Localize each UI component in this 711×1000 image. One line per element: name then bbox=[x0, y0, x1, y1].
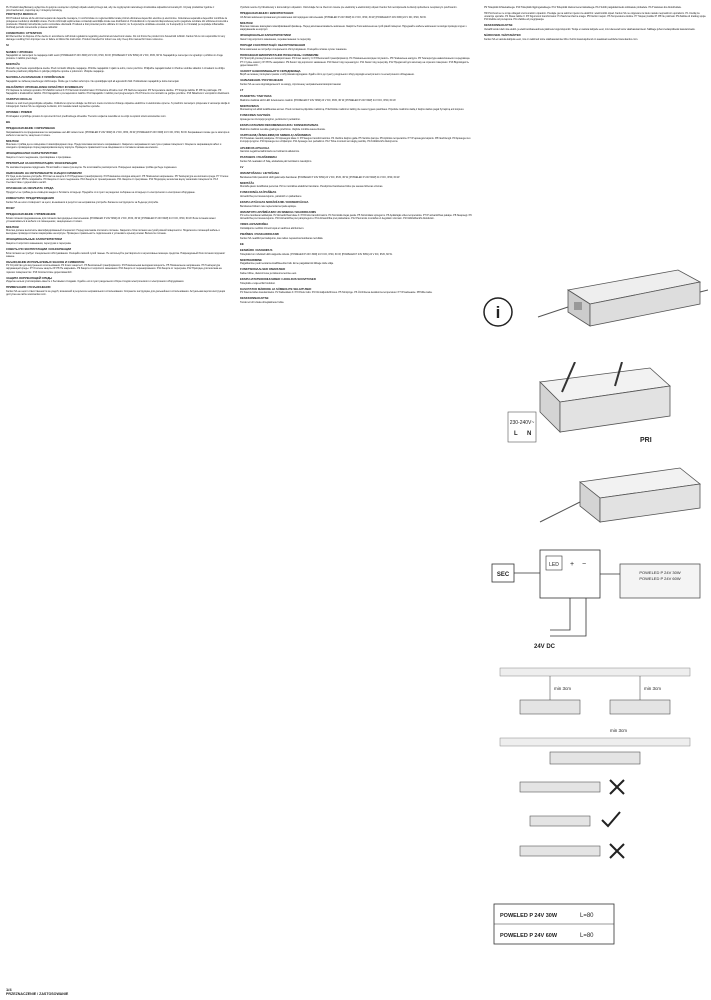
section-heading: СОВЕТЫ ПО ЭКСПЛУАТАЦИИ / КОНСЕРВАЦИИ bbox=[6, 247, 72, 252]
terminal-detail bbox=[508, 412, 536, 442]
section-text: Napajalniki so namenjeni za napajanje LED svetil. [POWELED P 24V 30W] 24 V DC, IP20, 30 W; [POWELED P 24V 60W] 24 V DC, IP20, 60 W. Napajalnik je namenjen za vgradnjo v pohištvo in druge prostore z zaščito pred vlago. bbox=[6, 54, 223, 61]
section-heading: VARTOJAMŲ ŽENKLINIMŲ IR SIMBOLIŲ AIŠKINIMAS bbox=[240, 132, 311, 137]
section bbox=[240, 12, 472, 19]
section bbox=[240, 79, 472, 86]
section bbox=[240, 278, 472, 285]
section bbox=[240, 201, 472, 208]
section-heading: MONTĀŽA bbox=[240, 180, 255, 185]
section-text: P1 Ierīce lietošanai iekštelpās. P2 Aizsardzības klase II. P3 Drošs transformators. P4 Nominālā izejas jauda. P5 Nominālais spriegums. P6 Apkārtējās vides temperatūra. P7 IP aizsardzības pakāpe. P8 Neapsegt. P9 Aizsardzība pret īssavienojumu. P10 Aizsardzība pret pārspriegumu. P11 Aizsardzība pret pārkaršanu. P12 Piemērots montāžai uz degošām virsmām. P13 Atbilstība ES direktīvām. bbox=[240, 214, 472, 221]
terminal-l-label: L bbox=[514, 431, 518, 437]
section bbox=[6, 152, 230, 159]
footer-title: PRZEZNACZENIE / ZASTOSOWANIE bbox=[6, 992, 69, 996]
svg-text:i: i bbox=[495, 303, 501, 322]
wiring-diagram bbox=[490, 544, 705, 654]
section bbox=[6, 172, 230, 185]
section bbox=[240, 54, 472, 67]
min-clearance-c: min 3cm bbox=[610, 728, 628, 733]
section-heading: ЗАХИСТ НАВКОЛИШНЬОГО СЕРЕДОВИЩА bbox=[240, 68, 301, 73]
min-clearance-b: min 3cm bbox=[644, 686, 662, 691]
section-text: Aizsardzība pret īssavienojumu, pārslodzi un pārkaršanu. bbox=[240, 194, 302, 198]
section-text: Защита от короткого замыкания, перегрузки и перегрева. bbox=[6, 242, 72, 246]
section bbox=[484, 34, 706, 41]
section-heading: EKSPLUATATSIOONIJUHISED / HOOLDUS SOOVITUSED bbox=[240, 276, 316, 281]
section-text: Maitinimo šaltiniai skirti LED šviestuvams maitinti. [POWELED P 24V 30W] 24 V DC, IP20, 30 W; [POWELED P 24V 60W] 24 V DC, IP20, 60 W. bbox=[240, 98, 396, 102]
mounting-orientation-figure bbox=[490, 776, 705, 876]
section-heading: VIDES AIZSARDZĪBA bbox=[240, 222, 269, 227]
section-heading: ПРЕДНАЗНАЧЕНИЕ / ИЗПОЛЗВАНЕ bbox=[6, 125, 56, 130]
section bbox=[6, 44, 230, 47]
plus-label: + bbox=[570, 561, 575, 568]
section bbox=[6, 121, 230, 124]
terminal-n-label: N bbox=[527, 431, 532, 437]
section-heading: ЗАЩИТА ОКРУЖАЮЩЕЙ СРЕДЫ bbox=[6, 275, 53, 280]
section-text: Kanlux SA не несёт ответственности за ущерб, возникший в результате неправильного использования. Сохраните инструкцию для дальнейшего использования. Актуальная версия инструкции доступна на сайте www.kanlux.com. bbox=[6, 289, 226, 296]
section-text: Vanaõli toode tuleb viia elektri- ja elektroonikaseadmete jäätmete kogumispunkti. Tootja ei vastuta kahjude eest, mis tulenevad toote väärkasutamisest. Säilitage juhend edaspidiseks kasutamiseks. bbox=[484, 27, 696, 31]
section-text: P1 Пристрій для внутрішнього використання. P2 Клас захисту II. P3 Безпечний трансформатор. P4 Номінальна вихідна потужність. P5 Номінальна напруга. P6 Температура навколишнього середовища. P7 Ступінь захисту IP. P8 Не накривати. P9 Захист від короткого замикання. P10 Захист від перенапруги. P11 Захист від перегріву. P12 Придатний для монтажу на горючих поверхнях. P13 Відповідність директивам ЄС. bbox=[240, 57, 471, 67]
section-text: Блоки питания предназначены для питания светодиодных светильников. [POWELED P 24V 30W] 24 V DC, IP20, 30 W; [POWELED P 24V 60W] 24 V DC, IP20, 60 W. Блок питания может устанавливаться в мебели и в помещениях, защищённых от влаги. bbox=[6, 216, 216, 223]
section bbox=[6, 277, 230, 284]
section-text: UA Блоки живлення призначені для живлення світлодіодних світильників. [POWELED P 24V 30W] 24 V DC, IP20, 30 W; [POWELED P 24V 60W] 24 V DC, IP20, 60 W. bbox=[240, 15, 427, 19]
section bbox=[6, 51, 230, 61]
section-heading: МОНТАЖ bbox=[6, 224, 19, 229]
section bbox=[240, 124, 472, 131]
led-label: LED bbox=[549, 562, 559, 568]
section bbox=[240, 89, 472, 92]
section-heading: NÄRKUSED / NÄPUNÄITED bbox=[484, 32, 521, 37]
section-text: Блок живлення не потребує спеціального обслуговування. Очищайте м'якою сухою тканиною. bbox=[240, 47, 348, 51]
section bbox=[240, 70, 472, 77]
section-text: Maitinimo šaltiniui nereikia ypatingos priežiūros. Valykite minkšta sausa šluoste. bbox=[240, 127, 326, 131]
output-voltage-label: 24V DC bbox=[534, 644, 556, 650]
section bbox=[240, 147, 472, 154]
section bbox=[6, 76, 230, 83]
section-heading: OBJAŠNITEV UPORABLJENIH OZNAČITEV IN SIMBOLOV bbox=[6, 84, 84, 89]
section bbox=[240, 105, 472, 112]
section-heading: IZMANTOTO APZĪMĒJUMU UN SIMBOLU SKAIDROJUMS bbox=[240, 209, 317, 214]
section bbox=[6, 13, 230, 29]
section-text: Продуктът не трябва да се изхвърля заедно с битовите отпадъци. Предайте го в пункт за разделно събиране на отпадъци от електрическо и електронно оборудване. bbox=[6, 191, 196, 195]
section-text: Montavimą turi atlikti kvalifikuotas asmuo. Prieš montavimą išjunkite maitinimą. Pritvirtinkite maitinimo šaltinį prie sauso lygaus paviršiaus. Prijunkite maitinimo laidą ir išėjimo laidus pagal žymėjimą ant korpuso. bbox=[240, 108, 465, 112]
section-text: Proizvajalec si pridržuje pravico do sprememb brez predhodnega obvestila. Trenutno veljavna navodila so na voljo na spletni strani www.kanlux.com. bbox=[6, 114, 167, 118]
section-text: Izstrādājumu nedrīkst izmest kopā ar sadzīves atkritumiem. bbox=[240, 227, 305, 231]
section-heading: MONTEERIMINE bbox=[240, 257, 262, 262]
section-heading: ФУНКЦИОНАЛНИ ХАРАКТЕРИСТИКИ bbox=[6, 151, 58, 156]
section-heading: PIEZĪMES / PASKAIDROJUMI bbox=[240, 232, 279, 237]
section-text: Не изисква специална поддръжка. Почиствайте с мека суха кърпа. Не използвайте разтворители. Повредено захранване трябва да бъде подменено. bbox=[6, 165, 178, 169]
section bbox=[240, 243, 472, 246]
section-text: RO Produsul trebuie să fie eliminat separat de deşeurile menajere, în conformitate cu reglementările locale privind eliminarea deşeurilor electrice şi electronice. Colectarea separată a deşeurilor contribuie la protejarea mediului și sănătății umane. Pentru informații suplimentare contactați autoritățile locale sau distribuitorul. Producătorul nu își asumă răspunderea pentru pagubele rezultate din utilizarea incorectă a produsului. Păstrați instrucțiunile pentru consultare ulterioară. Produsul a fost proiectat pentru utilizare în interior; nu îl expuneți la umiditate excesivă, nu îl acoperiți și nu îl instalați pe suprafețe inflamabile. Verificați periodic conexiunile și starea cablurilor. bbox=[6, 16, 229, 29]
section-text: Kanlux SA не носи отговорност за щети, възникнали в резултат на неправилна употреба. Запазете инструкциите за бъдеща употреба. bbox=[6, 200, 159, 204]
section bbox=[6, 213, 230, 223]
section-text: Kanlux SA neatbild par kaitējumu, kas radies nepareizas lietošanas rezultātā. bbox=[240, 236, 324, 240]
table-length-2: L=80 bbox=[580, 933, 594, 939]
section-text: Výrobok nesmie byť likvidovaný s komunálnym odpadom. Odovzdajte ho na zbernom mieste pre elektrický a elektronický odpad. Kanlux SA nezodpovedá za škody spôsobené nesprávnym používaním. bbox=[240, 6, 458, 9]
section bbox=[240, 223, 472, 230]
section-heading: RU/BY bbox=[6, 205, 15, 210]
section bbox=[240, 34, 472, 41]
section-heading: FUNKCIONĀLAS ĪPAŠĪBAS bbox=[240, 190, 277, 195]
section-heading: KASUTATUD MÄRKIDE JA SÜMBOLITE SELGITUSED bbox=[240, 286, 312, 291]
secondary-figure bbox=[520, 462, 710, 532]
section bbox=[240, 166, 472, 169]
section-heading: EKSPLUATĀCIJAS NORĀDĪJUMI / KONSERVĀCIJA bbox=[240, 200, 309, 205]
section-heading: KESKKONNAKAITSE bbox=[484, 23, 513, 28]
section bbox=[240, 259, 472, 266]
section-text: Kanlux SA neatsako už žalą, atsiradusią dėl netinkamo naudojimo. bbox=[240, 159, 312, 163]
section-heading: FUNKTSIONAALSED OMADUSED bbox=[240, 267, 286, 272]
section bbox=[484, 12, 706, 21]
section-text: Захист від короткого замикання, перевантаження та перегріву. bbox=[240, 38, 312, 42]
section-heading: NAVODILA ZA RAVNANJE Z VZDRŽEVANJE bbox=[6, 74, 65, 79]
mains-label: 230-240V~ bbox=[509, 420, 535, 426]
section bbox=[6, 86, 230, 96]
section-text: Montāža jāveic kvalificētai personai. Pirms montāžas atslēdziet barošanu. Piestipriniet barošanas bloku pie sausas līdzenas virsmas. bbox=[240, 185, 384, 189]
section bbox=[6, 127, 230, 137]
section-heading: EESMÄRK / RAKENDUS bbox=[240, 247, 273, 252]
section bbox=[6, 63, 230, 73]
section-heading: FUNKCINIAI SAVYBĖS bbox=[240, 113, 271, 118]
section bbox=[6, 197, 230, 204]
section-heading: VARSTVO OKOLJA bbox=[6, 97, 32, 102]
section bbox=[240, 44, 472, 51]
section bbox=[240, 233, 472, 240]
section bbox=[240, 268, 472, 275]
section-heading: КОМЕНТАРИ / ПРЕДУПРЕЖДЕНИЯ bbox=[6, 196, 54, 201]
section-heading: ОБЪЯСНЕНИЕ ИСПОЛЬЗУЕМЫХ ЗНАКОВ И СИМВОЛОВ bbox=[6, 259, 85, 264]
section-text: Gaminio negalima šalinti kartu su buitinėmis atliekomis. bbox=[240, 150, 300, 154]
table-model-1: POWELED P 24V 30W bbox=[500, 913, 558, 919]
section bbox=[6, 226, 230, 236]
section-text: Montažo naj izvede usposobljena oseba. Pred montažo izklopite napajanje. Pritrdite napajalnik z vijaki na suho, ravno površino. Priključite napajalni kabel in izhodne vodnike skladno z oznakami na ohišju. Preverite pravilnost priključitve in pokrijte priključne sponke s pokrovom. Vklopite napajanje. bbox=[6, 66, 226, 73]
section-text: Изделие нельзя утилизировать вместе с бытовыми отходами. Сдайте его в пункт раздельного сбора отходов электрического и электронного оборудования. bbox=[6, 280, 185, 284]
section-text: Paigaldamise peab teostama kvalifitseeritud isik. Enne paigaldamist lülitage toide välja. bbox=[240, 262, 334, 266]
section-heading: SI bbox=[6, 43, 9, 48]
section-heading: ПОРАДИ З ЕКСПЛУАТАЦІЇ / ОБСЛУГОВУВАННЯ bbox=[240, 43, 306, 48]
section bbox=[240, 114, 472, 121]
section-heading: EKSPLOATAVIMO REKOMENDACIJOS / KONSERVAVIMAS bbox=[240, 123, 319, 128]
section-heading: IZMANTOŠANA / LIETOŠANA bbox=[240, 170, 280, 175]
rating-1-label: POWELED P 24V 30W bbox=[639, 570, 681, 575]
section-heading: APLINKOS APSAUGA bbox=[240, 145, 270, 150]
text-column-1 bbox=[6, 6, 230, 299]
section-heading: COMENTARII / ATTENTION bbox=[6, 30, 42, 35]
wiring-figure bbox=[500, 362, 700, 452]
section bbox=[6, 248, 230, 258]
product-figure bbox=[478, 262, 708, 352]
check-icon bbox=[602, 812, 620, 826]
section bbox=[240, 172, 472, 179]
section bbox=[240, 191, 472, 198]
sec-label: SEC bbox=[496, 572, 510, 578]
section bbox=[6, 98, 230, 108]
section-text: Toiteplokk ei vaja erilist hooldust. bbox=[240, 281, 276, 285]
section-text: P1 Prietaisas naudoti patalpose. P2 Apsaugos klasė II. P3 Saugus transformatorius. P4 Vardinė išėjimo galia. P5 Vardinė įtampa. P6 Aplinkos temperatūra. P7 IP apsaugos laipsnis. P8 Neuždengti. P9 Apsauga nuo trumpojo jungimo. P10 Apsauga nuo viršįtampio. P11 Apsauga nuo perkaitimo. P12 Tinka montuoti ant degių paviršių. P13 Atitiktis ES direktyvoms. bbox=[240, 137, 471, 144]
section bbox=[484, 24, 706, 31]
cable-length-table bbox=[490, 900, 705, 950]
section-heading: KESKKONNAKAITSE bbox=[240, 296, 269, 301]
section-heading: ЗАУВАЖЕННЯ / РОЗ'ЯСНЕННЯ bbox=[240, 78, 283, 83]
text-column-2 bbox=[240, 6, 472, 307]
section-text: Barošanas bloki paredzēti LED gaismekļu barošanai. [POWELED P 24V 30W] 24 V DC, IP20, 30 W; [POWELED P 24V 60W] 24 V DC, IP20, 60 W. bbox=[240, 175, 400, 179]
section bbox=[6, 286, 230, 296]
section-heading: LV bbox=[240, 164, 244, 169]
section-heading: OPOMBE / PRIMER bbox=[6, 110, 32, 115]
section-text: Kanlux SA ei vastuta kahjude eest, mis on tekkinud toote väärkasutamise tõttu. Kehtiv kasutusjuhend on saadaval veebilehel www.kanlux.com. bbox=[484, 37, 638, 41]
section bbox=[6, 187, 230, 194]
clearance-diagram bbox=[490, 660, 705, 770]
section-text: Kanlux SA не несе відповідальності за шкоду, спричинену неправильним використанням. bbox=[240, 82, 342, 86]
section-heading: ФУНКЦІОНАЛЬНІ ХАРАКТЕРИСТИКИ bbox=[240, 33, 291, 38]
section bbox=[240, 134, 472, 144]
section bbox=[6, 162, 230, 169]
cross-icon bbox=[610, 780, 624, 794]
section-heading: PASKIRTIS / TAIKYMAS bbox=[240, 94, 272, 99]
section-text: Apsauga nuo trumpojo jungimo, perkrovos ir perkaitimo. bbox=[240, 118, 301, 122]
minus-label: − bbox=[582, 561, 587, 568]
section-text: HR Proizvod se ne smije odlagati s komunalnim otpadom. Predajte ga na sabirno mjesto za električni i elektronički otpad. Kanlux SA ne odgovara za štetu nastalu nepravilnom uporabom. P1 Uređaj za unutarnju uporabu. P2 Klasa zaštite II. P3 Sigurnosni transformator. P4 Nazivna izlazna snaga. P5 Nazivni napon. P6 Temperatura okoline. P7 Stupanj zaštite IP. P8 Ne pokrivati. P9 Zaštita od kratkog spoja. P10 Zaštita od prenapona. P11 Zaštita od pregrijavanja. bbox=[484, 12, 706, 22]
section-heading: MONTAVIMAS bbox=[240, 103, 259, 108]
section bbox=[240, 211, 472, 221]
section-text: EN Remember to dispose of the device in accordance with local regulations regarding electrical and electronic waste. Do not throw the product into household rubbish. Kanlux SA is not responsible for any damage resulting from improper use or failure to follow this instruction. Product intended for indoor use only. Keep this manual for future reference. bbox=[6, 35, 226, 42]
section-heading: ФУНКЦИОНАЛЬНЫЕ ХАРАКТЕРИСТИКИ bbox=[6, 237, 62, 242]
section bbox=[240, 288, 472, 295]
section-text: Блок питания не требует специального обслуживания. Очищайте мягкой сухой тканью. Не используйте растворители и агрессивные моющие средства. Повреждённый блок питания подлежит замене. bbox=[6, 251, 226, 258]
section bbox=[6, 238, 230, 245]
section-text: P9 Toiteplokk lühisekaitsega. P10 Toiteplokk liigpingekaitsega. P11 Toiteplokk ülekuumenemiskaitsega. P12 Sobib paigaldamiseks süttivatele pindadele. P13 Vastavus EL direktiividele. bbox=[484, 6, 682, 9]
section bbox=[240, 297, 472, 304]
section-text: Toiteplokid on mõeldud LED-valgustite toiteks. [POWELED P 24V 30W] 24 V DC, IP20, 30 W; [POWELED P 24V 60W] 24 V DC, IP20, 60 W. bbox=[240, 252, 393, 256]
intro-paragraph: PL Produkt klasyfikowany wyłącznie do jedynie usunięcia i utylizacji odpadu elektrycznego tak, aby nie wypłynął do naturalnego środowiska odpadów komunalnych. Używaj produktów zgodnie z przeznaczeniem, zapoznaj się z niniejszą instrukcją. bbox=[6, 6, 215, 13]
section bbox=[240, 22, 472, 32]
section-heading: ПРЕДНАЗНАЧЕННЯ / ВИКОРИСТАННЯ bbox=[240, 11, 294, 16]
section-text: Kaitse lühise, ülekoormuse ja ülekuumenemise eest. bbox=[240, 271, 297, 275]
section-text: Barošanas blokam nav nepieciešama īpaša apkope. bbox=[240, 204, 297, 208]
section bbox=[240, 182, 472, 189]
section-heading: ОПАЗВАНЕ НА ОКОЛНАТА СРЕДА bbox=[6, 186, 54, 191]
rating-2-label: POWELED P 24V 60W bbox=[639, 576, 681, 581]
section-text: Монтаж должен выполнять квалифицированный специалист. Перед монтажом отключите питание. Закрепите блок питания на сухой ровной поверхности. Подключите питающий кабель и выходные провода согласно маркировке на корпусе. Проверьте правильность подключения и установите крышку клемм. Включите питание. bbox=[6, 229, 220, 236]
min-clearance-a: min 3cm bbox=[554, 686, 572, 691]
section-text: Виріб не можна утилізувати разом з побутовими відходами. Здайте його до пункту роздільного збору відходів електричного та електронного обладнання. bbox=[240, 73, 415, 77]
section bbox=[6, 32, 230, 42]
section-text: Napajalnik ne zahteva posebnega vzdrževanja. Čistite ga z mehko suho krpo. Ne uporabljajte topil ali agresivnih čistil. Poškodovan napajalnik je treba zamenjati. bbox=[6, 79, 180, 83]
section-heading: BG bbox=[6, 119, 11, 124]
cross-icon-2 bbox=[610, 844, 624, 858]
info-icon bbox=[484, 298, 512, 326]
power-supply-housing bbox=[538, 270, 708, 326]
section-text: Монтаж повинен виконувати кваліфікований фахівець. Перед монтажем вимкніть живлення. Закріпіть блок живлення на сухій рівній поверхні. Під'єднайте кабель живлення та вихідні проводи згідно з маркуванням на корпусі. bbox=[240, 25, 467, 32]
section-text: Захранванията са предназначени за захранване на LED осветители. [POWELED P 24V 30W] 24 V DC, IP20, 30 W; [POWELED P 24V 60W] 24 V DC, IP20, 60 W. Захранването може да се монтира в мебели и на места, защитени от влага. bbox=[6, 130, 230, 137]
section-heading: EE bbox=[240, 241, 244, 246]
section-heading: ПРЕДНАЗНАЧЕНИЕ / ПРИМЕНЕНИЕ bbox=[6, 211, 56, 216]
section-text: P1 Naprava za notranjo uporabo. P2 Zaščitni razred II. P3 Varnostni transformator. P4 Nazivna izhodna moč. P5 Nazivna napetost. P6 Temperatura okolice. P7 Stopnja zaščite IP. P8 Ne pokrivajte. P9 Napajalnik s kratkostično zaščito. P10 Napajalnik s prenapetostno zaščito. P11 Napajalnik z zaščito pred pregrevanjem. P12 Primerno za montažo na gorljive površine. P13 Skladnost z evropskimi direktivami. bbox=[6, 89, 230, 96]
section-heading: PASTABOS / PAAIŠKINIMAI bbox=[240, 155, 277, 160]
section-heading: ОБЯСНЕНИЕ НА ИЗПОЛЗВАНИТЕ ЗНАЦИ И СИМВОЛИ bbox=[6, 170, 82, 175]
section-heading: МОНТАЖ bbox=[240, 20, 253, 25]
table-model-2: POWELED P 24V 60W bbox=[500, 933, 558, 939]
section bbox=[240, 6, 472, 9]
section bbox=[6, 207, 230, 210]
section-text: Toodet ei tohi visata olmejäätmete hulka. bbox=[240, 300, 284, 304]
section-heading: LT bbox=[240, 88, 244, 92]
section-heading: ПРИМЕЧАНИЯ / РАЗЪЯСНЕНИЯ bbox=[6, 285, 51, 290]
pri-label: PRI bbox=[640, 437, 652, 444]
section bbox=[240, 156, 472, 163]
section bbox=[240, 249, 472, 256]
section bbox=[6, 111, 230, 118]
section-heading: ПОЯСНЕННЯ ВИКОРИСТАНИХ ПОЗНАЧЕНЬ І СИМВОЛІВ bbox=[240, 52, 319, 57]
section bbox=[6, 261, 230, 274]
section-heading: МОНТАЖ bbox=[6, 138, 19, 143]
section-text: P1 Siseruumides kasutamiseks. P2 Kaitseklass II. P3 Ohutu trafo. P4 Nimiväljundvõimsus. P5 Nimipinge. P6 Ümbritseva keskkonna temperatuur. P7 IP-kaitseaste. P8 Mitte katta. bbox=[240, 291, 433, 295]
section bbox=[484, 6, 706, 9]
section-heading: PROTECŢIA MEDIULUI bbox=[6, 11, 37, 16]
section-heading: ПРЕПОРЪКИ ЗА ЕКСПЛОАТАЦИЯ / КОНСЕРВАЦИЯ bbox=[6, 161, 77, 166]
section-text: Izdelek ne sodi med gospodinjske odpadke. Odsluženo opremo oddajte na zbirnem mestu za ločeno zbiranje odpadne električne in elektronske opreme. S pravilnim ravnanjem prispevate k varovanju okolja in zdravja ljudi. Kanlux SA ne odgovarja za škodo, ki bi nastala zaradi nepravilne uporabe. bbox=[6, 102, 230, 109]
section bbox=[240, 95, 472, 102]
section-text: Защита от късо съединение, претоварване и прегряване. bbox=[6, 155, 72, 159]
page-footer bbox=[6, 987, 68, 996]
page-number: 1/4 bbox=[6, 987, 12, 992]
section-text: Монтажът трябва да се извършва от квалифицирано лице. Преди монтажа изключете захранването. Закрепете захранването към суха и равна повърхност. Свържете захранващия кабел и изходните проводници според маркировката върху корпуса. Проверете правилността на свързването и поставете капака на клемите. bbox=[6, 143, 222, 150]
text-column-3 bbox=[484, 6, 706, 44]
table-length-1: L=80 bbox=[580, 913, 594, 919]
section-heading: NAMEN / UPORABA bbox=[6, 49, 33, 54]
section-heading: MONTAŽA bbox=[6, 62, 20, 67]
section-text: P1 Уред за вътрешна употреба. P2 Клас на защита II. P3 Предпазен трансформатор. P4 Номинална изходна мощност. P5 Номинално напрежение. P6 Температура на околната среда. P7 Степен на защита IP. P8 Не покривайте. P9 Защита от късо съединение. P10 Защита от пренапрежение. P11 Защита от прегряване. P12 Подходящ за монтаж върху запалими повърхности. P13 Съответствие с директивите на ЕС. bbox=[6, 175, 229, 185]
section bbox=[6, 140, 230, 150]
section-text: P1 Устройство для внутреннего использования. P2 Класс защиты II. P3 Безопасный трансформатор. P4 Номинальная выходная мощность. P5 Номинальное напряжение. P6 Температура окружающей среды. P7 Степень защиты IP. P8 Не накрывать. P9 Защита от короткого замыкания. P10 Защита от перенапряжения. P11 Защита от перегрева. P12 Пригоден для монтажа на горючих поверхностях. P13 Соответствие директивам ЕС. bbox=[6, 264, 222, 274]
